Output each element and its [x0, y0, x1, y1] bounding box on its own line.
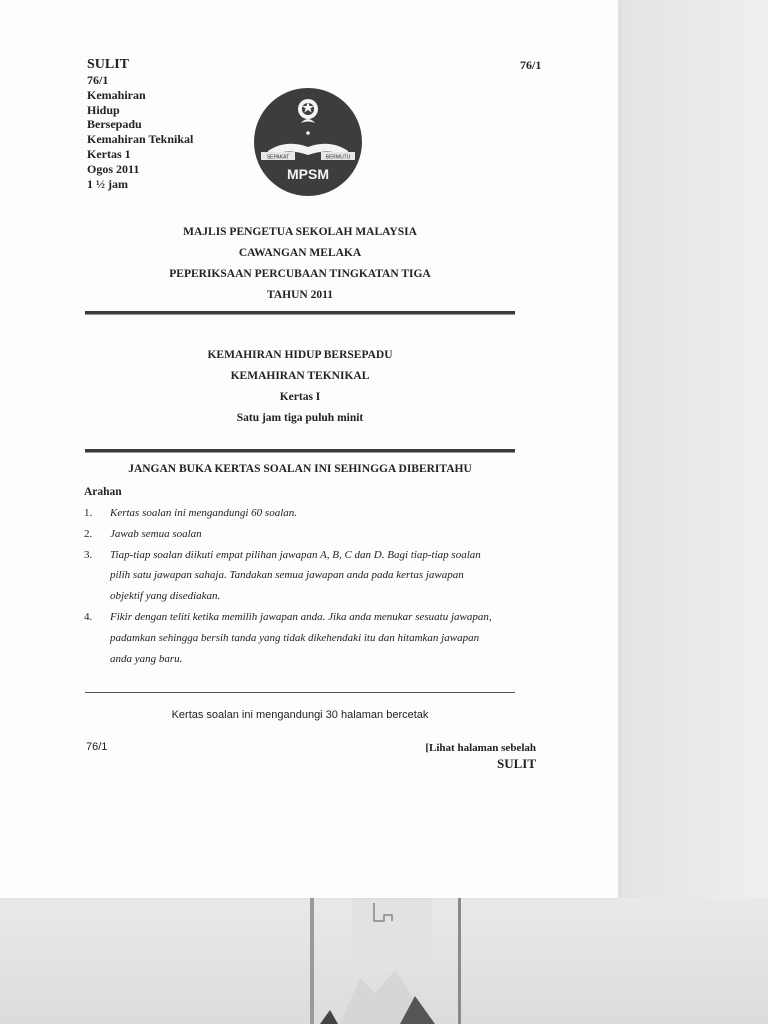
divider: [85, 311, 515, 315]
instructions-list: [84, 503, 524, 669]
divider: [85, 449, 515, 453]
instruction-text: Fikir dengan teliti ketika memilih jawapan anda. Jika anda menukar sesuatu jawapan,: [110, 610, 492, 623]
meta-line: Ogos 2011: [87, 161, 140, 176]
instruction-text: pilih satu jawapan sahaja. Tandakan semua jawapan anda pada kertas jawapan: [110, 569, 464, 582]
instruction-text: Tiap-tiap soalan diikuti empat pilihan jawapan A, B, C dan D. Bagi tiap-tiap soalan: [110, 548, 481, 561]
org-line: TAHUN 2011: [267, 289, 333, 301]
org-line: CAWANGAN MELAKA: [238, 247, 362, 259]
instruction-number: 2.: [84, 527, 93, 540]
logo-ribbon-left: SEPAKAT: [266, 154, 290, 161]
instruction-number: 1.: [84, 507, 93, 519]
meta-line: Kertas 1: [87, 146, 131, 161]
instruction-text: Jawab semua soalan: [110, 527, 202, 540]
document-stand-icon: [300, 898, 480, 1024]
instruction-number: 4.: [84, 610, 93, 623]
instruction-text: padamkan sehingga bersih tanda yang tidak dikehendaki itu dan hitamkan jawapan: [110, 631, 480, 644]
org-line: PEPERIKSAAN PERCUBAAN TINGKATAN TIGA: [169, 268, 431, 280]
header-meta: [87, 56, 193, 191]
next-page-note: [Lihat halaman sebelah: [425, 742, 536, 754]
page-count-note: Kertas soalan ini mengandungi 30 halaman bercetak: [171, 709, 429, 721]
backdrop-right: [620, 0, 768, 1024]
meta-line: Bersepadu: [87, 117, 142, 132]
meta-line: 76/1: [87, 73, 109, 87]
meta-line: 1 ½ jam: [87, 176, 128, 191]
meta-line: Kemahiran: [87, 87, 146, 102]
logo-acronym: MPSM: [287, 166, 329, 182]
instruction-number: 3.: [84, 548, 93, 561]
instruction-item: [84, 545, 524, 607]
meta-line: Kemahiran Teknikal: [87, 132, 194, 147]
instruction-item: [84, 607, 524, 669]
classification-label: SULIT: [87, 57, 130, 72]
warning-notice: JANGAN BUKA KERTAS SOALAN INI SEHINGGA DIBERITAHU: [128, 463, 472, 475]
organization-heading: [85, 222, 515, 306]
footer-classification: SULIT: [496, 756, 536, 771]
instruction-text: objektif yang disediakan.: [110, 590, 221, 603]
meta-line: Hidup: [87, 102, 120, 117]
footer-paper-code: 76/1: [86, 741, 108, 753]
subject-line: Satu jam tiga puluh minit: [236, 412, 364, 424]
logo-ribbon-right: BERMUTU: [325, 154, 351, 161]
mpsm-logo: [253, 87, 363, 197]
subject-line: Kertas I: [279, 391, 321, 403]
paper-code: 76/1: [520, 58, 542, 72]
instruction-item: [84, 524, 524, 545]
org-line: MAJLIS PENGETUA SEKOLAH MALAYSIA: [183, 226, 417, 238]
subject-heading: [85, 345, 515, 429]
subject-line: KEMAHIRAN TEKNIKAL: [230, 370, 370, 382]
subject-line: KEMAHIRAN HIDUP BERSEPADU: [207, 349, 393, 361]
divider: [85, 692, 515, 693]
instruction-text: Kertas soalan ini mengandungi 60 soalan.: [110, 507, 298, 519]
instructions-title: Arahan: [84, 486, 122, 498]
footer-right: [400, 740, 536, 772]
instruction-item: [84, 503, 524, 524]
instruction-text: anda yang baru.: [110, 652, 183, 665]
